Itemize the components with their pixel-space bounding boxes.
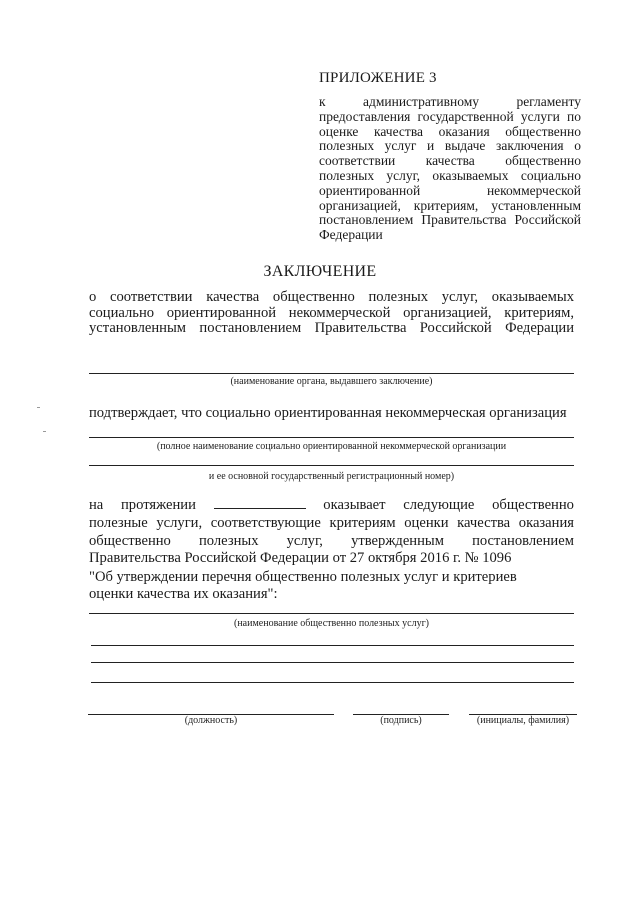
word-obshchestvenno: общественно — [492, 497, 574, 513]
word-2: полезных — [198, 533, 259, 549]
organ-name-line[interactable] — [89, 373, 574, 374]
appendix-reference: к административному регламенту предоставления государственной услуги по оценке качества оказания общественно полезных услуг и выдаче заключения о соответствии качества общественно полезных услуг, оказываемых социально ориентированной некоммерческой организацией, критериям, установленным постановлением Правительства Российской Федерации — [319, 94, 581, 243]
word-4: утвержденным — [351, 533, 444, 549]
word-okazyvaet: оказывает — [323, 497, 386, 513]
signature-caption: (подпись) — [380, 715, 422, 726]
word-3: услуг, — [286, 533, 323, 549]
word-1: общественно — [89, 533, 171, 549]
paragraph-line-4: Правительства Российской Федерации от 27 октября 2016 г. № 1096 — [89, 550, 512, 566]
organ-name-caption: (наименование органа, выдавшего заключение) — [230, 376, 433, 387]
period-blank-field[interactable] — [214, 497, 306, 509]
organization-name-caption: (полное наименование социально ориентированной некоммерческой организации — [156, 441, 507, 452]
scan-speck — [37, 407, 40, 408]
services-line-2[interactable] — [91, 645, 574, 646]
registration-number-caption: и ее основной государственный регистрационный номер) — [208, 471, 455, 482]
registration-number-line[interactable] — [89, 465, 574, 466]
paragraph-line-6: оценки качества их оказания": — [89, 586, 278, 602]
word-5: постановлением — [472, 533, 574, 549]
position-caption: (должность) — [184, 715, 238, 726]
paragraph-line-5: "Об утверждении перечня общественно полезных услуг и критериев — [89, 569, 517, 585]
services-line-1[interactable] — [89, 613, 574, 614]
word-na: на — [89, 497, 104, 513]
appendix-title: ПРИЛОЖЕНИЕ 3 — [319, 70, 437, 86]
paragraph-line-2: полезные услуги, соответствующие критериям оценки качества оказания — [89, 515, 574, 531]
services-caption: (наименование общественно полезных услуг) — [234, 618, 429, 629]
word-protyazhenii: протяжении — [120, 497, 196, 513]
paragraph-line-1 — [89, 497, 574, 513]
conclusion-subtitle: о соответствии качества общественно полезных услуг, оказываемых социально ориентированной некоммерческой организацией, критериям, установленным постановлением Правительства Российской Федерации — [89, 289, 574, 337]
paragraph-line-3 — [89, 533, 574, 549]
word-sleduyushchie: следующие — [403, 497, 475, 513]
scan-speck — [43, 431, 46, 432]
confirms-text: подтверждает, что социально ориентированная некоммерческая организация — [89, 405, 567, 421]
organization-name-line[interactable] — [89, 437, 574, 438]
services-line-3[interactable] — [91, 662, 574, 663]
services-line-4[interactable] — [91, 682, 574, 683]
conclusion-title: ЗАКЛЮЧЕНИЕ — [263, 263, 377, 280]
name-caption: (инициалы, фамилия) — [476, 715, 570, 726]
